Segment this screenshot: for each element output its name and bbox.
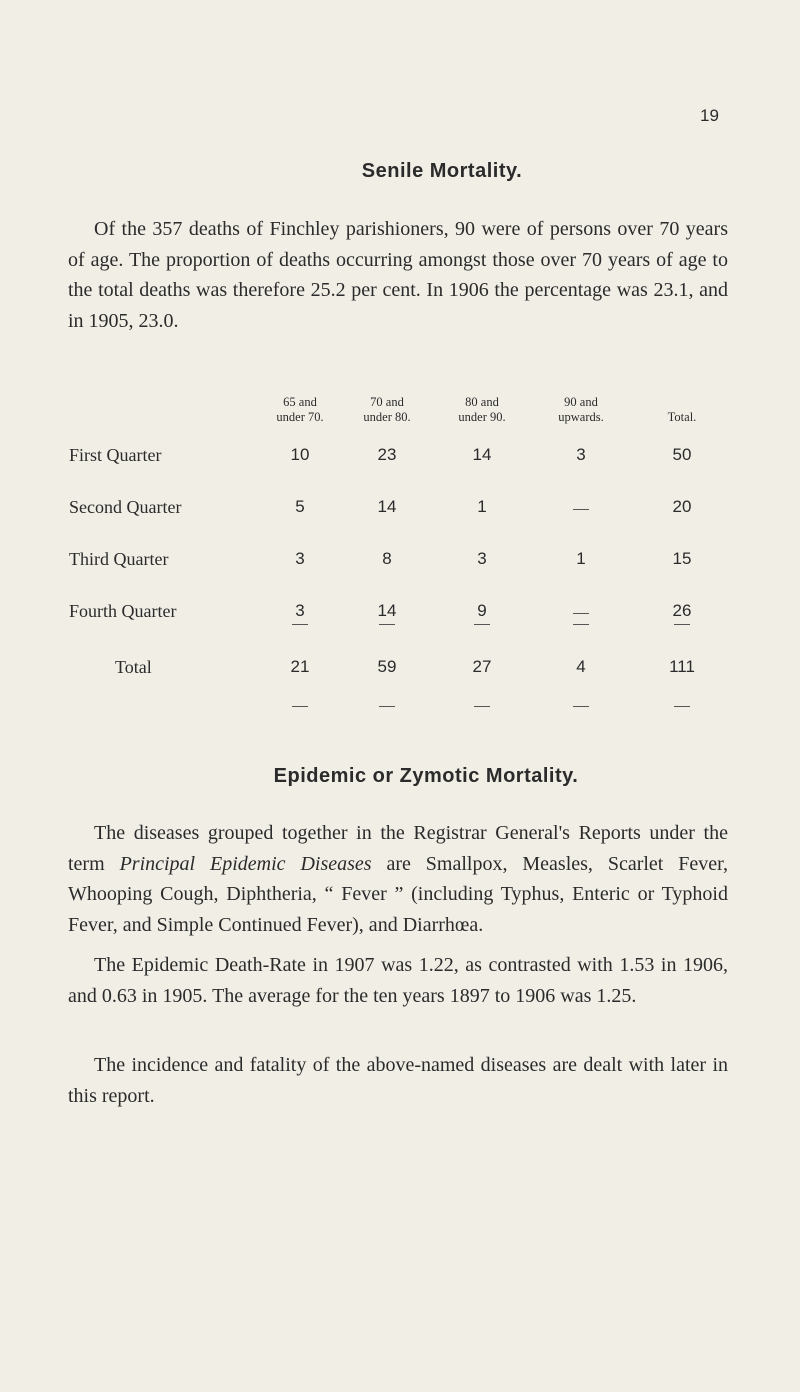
- column-header-line: under 80.: [363, 410, 411, 424]
- separator-dash: [379, 624, 395, 625]
- column-header-line: [637, 395, 727, 410]
- table-cell: 20: [672, 497, 692, 516]
- column-header: [536, 395, 626, 425]
- table-cell: 59: [377, 657, 397, 676]
- table-cell: 26: [672, 601, 692, 620]
- table-cell: 3: [477, 549, 487, 568]
- separator-dash: [474, 624, 490, 625]
- column-header: [342, 395, 432, 425]
- table-cell: 5: [295, 497, 305, 516]
- separator-dash: [474, 706, 490, 707]
- table-cell: 3: [295, 601, 305, 620]
- table-cell: 3: [576, 445, 586, 464]
- column-header-line: upwards.: [558, 410, 604, 424]
- table-cell: 15: [672, 549, 692, 568]
- table-cell: 1: [477, 497, 487, 516]
- table-cell: 14: [472, 445, 492, 464]
- column-header-line: 70 and: [370, 395, 404, 409]
- separator-dash: [674, 624, 690, 625]
- senile-mortality-paragraph: Of the 357 deaths of Finchley parishioners, 90 were of persons over 70 years of age. The proportion of deaths occurring amongst those over 70 years of age to the total deaths was therefore 25.2 per cent. In 1906 the percentage was 23.1, and in 1905, 23.0.: [68, 218, 728, 332]
- column-header: [637, 395, 727, 425]
- row-label: Fourth Quarter: [69, 601, 177, 621]
- column-header-line: under 90.: [458, 410, 506, 424]
- column-header-line: 80 and: [465, 395, 499, 409]
- epidemic-paragraph-text-1: The diseases grouped together in the Registrar General's Reports under the term: [68, 822, 728, 875]
- table-cell: 21: [290, 657, 310, 676]
- row-label: Total: [115, 657, 152, 677]
- column-header-line: Total.: [667, 410, 697, 424]
- table-cell: 27: [472, 657, 492, 676]
- table-cell: 111: [669, 657, 695, 676]
- senile-mortality-heading: Senile Mortality.: [361, 160, 523, 182]
- table-cell: 1: [576, 549, 586, 568]
- table-cell: 10: [290, 445, 310, 464]
- row-label: Second Quarter: [69, 497, 182, 517]
- table-cell: 23: [377, 445, 397, 464]
- epidemic-paragraph-text-2: are Smallpox, Measles, Scarlet Fever, Whooping Cough, Diphtheria, “ Fever ” (including Typhus, Enteric or Typhoid Fever, and Simple Continued Fever), and Diarrhœa.: [68, 852, 728, 936]
- column-header: [437, 395, 527, 425]
- column-header-line: under 70.: [276, 410, 324, 424]
- table-cell: 50: [672, 445, 692, 464]
- principal-epidemic-diseases-term: Principal Epidemic Diseases: [119, 852, 372, 875]
- column-header-line: 90 and: [564, 395, 598, 409]
- table-cell: 4: [576, 657, 586, 676]
- epidemic-diseases-paragraph: [68, 818, 728, 940]
- table-cell: 9: [477, 601, 487, 620]
- separator-dash: [292, 706, 308, 707]
- separator-dash: [292, 624, 308, 625]
- separator-dash: [674, 706, 690, 707]
- senile-mortality-table: [0, 395, 800, 715]
- page-number: 19: [700, 106, 719, 125]
- table-cell: 8: [382, 549, 392, 568]
- table-cell: 3: [295, 549, 305, 568]
- empty-cell-dash: [573, 613, 589, 614]
- row-label: Third Quarter: [69, 549, 169, 569]
- empty-cell-dash: [573, 509, 589, 510]
- separator-dash: [379, 706, 395, 707]
- incidence-paragraph: The incidence and fatality of the above-named diseases are dealt with later in this report.: [68, 1054, 728, 1107]
- separator-dash: [573, 706, 589, 707]
- row-label: First Quarter: [69, 445, 162, 465]
- column-header: [255, 395, 345, 425]
- epidemic-death-rate-paragraph: The Epidemic Death-Rate in 1907 was 1.22, as contrasted with 1.53 in 1906, and 0.63 in 1905. The average for the ten years 1897 to 1906 was 1.25.: [68, 954, 728, 1007]
- epidemic-mortality-heading: Epidemic or Zymotic Mortality.: [273, 765, 579, 787]
- separator-dash: [573, 624, 589, 625]
- table-cell: 14: [377, 497, 397, 516]
- table-cell: 14: [377, 601, 397, 620]
- column-header-line: 65 and: [283, 395, 317, 409]
